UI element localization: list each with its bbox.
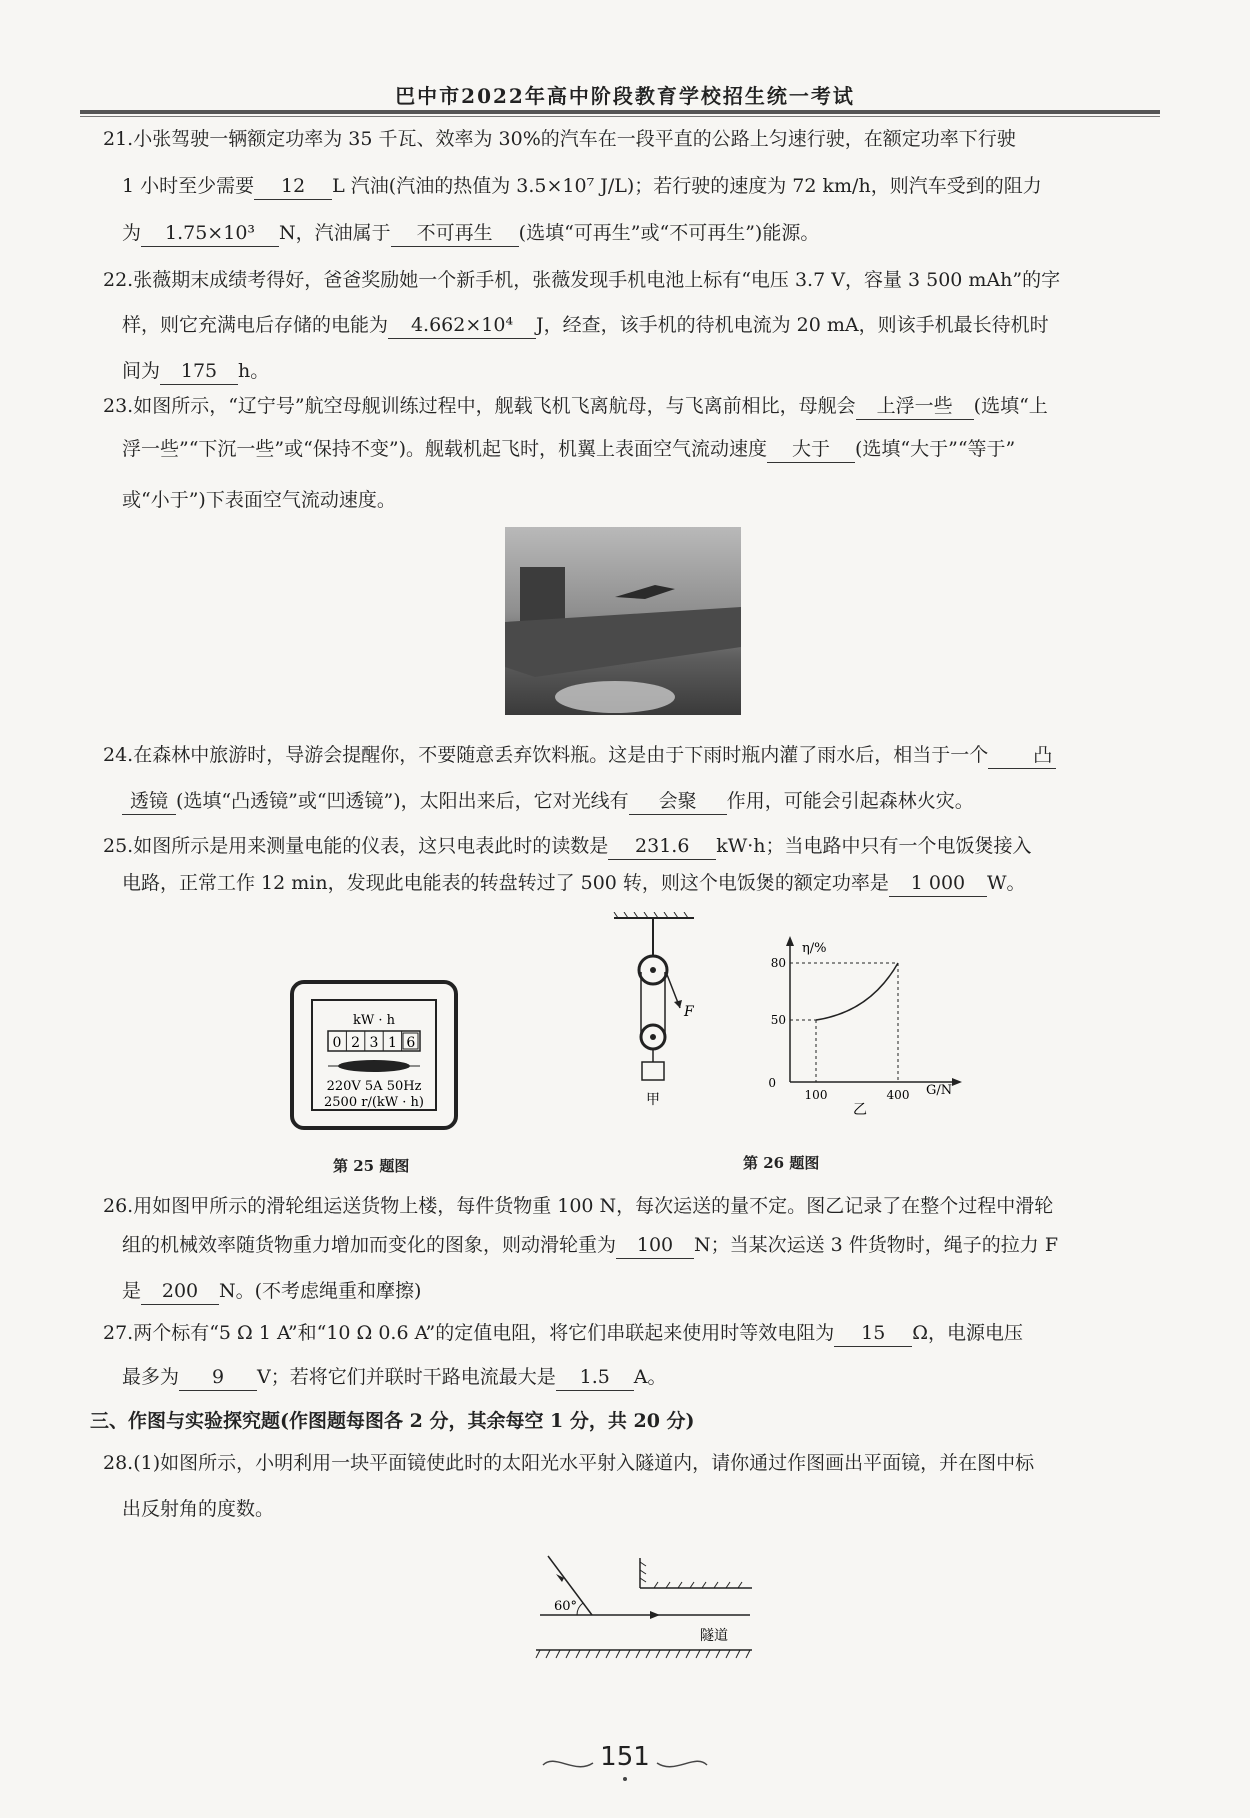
carrier-island <box>520 567 565 622</box>
graph-xlabel: G/N <box>926 1083 953 1098</box>
meter-spec-2: 2500 r/(kW · h) <box>324 1095 424 1110</box>
angle-label: 60° <box>554 1599 578 1614</box>
q27-answer-3[interactable]: 1.5 <box>556 1364 634 1391</box>
q21-answer-1[interactable]: 12 <box>254 173 332 200</box>
q23-answer-2[interactable]: 大于 <box>767 436 855 463</box>
pulley-figure-label: 甲 <box>646 1092 660 1108</box>
cargo-block <box>642 1062 664 1080</box>
q24-answer-2[interactable]: 会聚 <box>629 788 727 815</box>
q21-answer-3[interactable]: 不可再生 <box>391 220 519 247</box>
q24-answer-1b[interactable]: 透镜 <box>122 788 176 815</box>
q24-line2: 透镜 (选填“凸透镜”或“凹透镜”)，太阳出来后，它对光线有 会聚 作用，可能会引起森林火灾。 <box>122 788 974 815</box>
pulley-figure <box>610 912 710 1112</box>
q25-line1: 25.如图所示是用来测量电能的仪表，这只电表此时的读数是 231.6 kW·h；当电路中只有一个电饭煲接入 <box>103 833 1032 860</box>
electricity-meter-figure <box>290 980 460 1130</box>
bow-wave <box>555 681 675 713</box>
meter-digit-1: 0 <box>332 1035 342 1051</box>
efficiency-curve <box>816 963 898 1020</box>
header-rule-thin <box>80 116 1160 117</box>
meter-digit-4: 1 <box>387 1035 397 1051</box>
q22-answer-1[interactable]: 4.662×10⁴ <box>388 312 536 339</box>
q26-answer-2[interactable]: 200 <box>141 1278 219 1305</box>
q22-line1: 22.张薇期末成绩考得好，爸爸奖励她一个新手机，张薇发现手机电池上标有“电压 3.7 V，容量 3 500 mAh”的字 <box>103 269 1061 291</box>
q23-line2: 浮一些”“下沉一些”或“保持不变”)。舰载机起飞时，机翼上表面空气流动速度 大于 (选填“大于”“等于” <box>122 436 1015 463</box>
force-label: F <box>684 1004 694 1020</box>
q25-answer-2[interactable]: 1 000 <box>889 870 987 897</box>
q24-line1: 24.在森林中旅游时，导游会提醒你，不要随意丢弃饮料瓶。这是由于下雨时瓶内灌了雨水后，相当于一个 凸 <box>103 742 1056 769</box>
exam-header: 巴中市2022年高中阶段教育学校招生统一考试 <box>395 84 855 108</box>
tunnel-light-figure <box>530 1550 760 1665</box>
q26-line3: 是 200 N。(不考虑绳重和摩擦) <box>122 1278 421 1305</box>
q28-line1: 28.(1)如图所示，小明利用一块平面镜使此时的太阳光水平射入隧道内，请你通过作图画出平面镜，并在图中标 <box>103 1452 1035 1474</box>
q22-answer-2[interactable]: 175 <box>160 358 238 385</box>
q26-answer-1[interactable]: 100 <box>616 1232 694 1259</box>
graph-ytick-80: 80 <box>770 956 786 970</box>
q22-line3: 间为 175 h。 <box>122 358 269 385</box>
q23-line3: 或“小于”)下表面空气流动速度。 <box>122 489 396 511</box>
graph-ylabel: η/% <box>802 941 827 956</box>
meter-digit-5: 6 <box>406 1035 416 1051</box>
q21-line2: 1 小时至少需要 12 L 汽油(汽油的热值为 3.5×10⁷ J/L)；若行驶的速度为 72 km/h，则汽车受到的阻力 <box>122 173 1042 200</box>
q26-line1: 26.用如图甲所示的滑轮组运送货物上楼，每件货物重 100 N，每次运送的量不定。图乙记录了在整个过程中滑轮 <box>103 1195 1054 1217</box>
q27-answer-1[interactable]: 15 <box>834 1320 912 1347</box>
q27-line2: 最多为 9 V；若将它们并联时干路电流最大是 1.5 A。 <box>122 1364 666 1391</box>
carrier-illustration <box>505 527 741 715</box>
aircraft-carrier-photo <box>505 527 741 715</box>
q21-line1: 21.小张驾驶一辆额定功率为 35 千瓦、效率为 30%的汽车在一段平直的公路上匀速行驶，在额定功率下行驶 <box>103 128 1016 150</box>
graph-figure-label: 乙 <box>853 1102 867 1117</box>
graph-origin: 0 <box>768 1076 776 1090</box>
section-3-heading: 三、作图与实验探究题(作图题每图各 2 分，其余每空 1 分，共 20 分) <box>90 1410 695 1432</box>
q28-line2: 出反射角的度数。 <box>122 1498 275 1520</box>
fig26-caption: 第 26 题图 <box>743 1154 820 1172</box>
page-number: 151 <box>600 1742 650 1772</box>
q21-line3: 为 1.75×10³ N，汽油属于 不可再生 (选填“可再生”或“不可再生”)能源。 <box>122 220 819 247</box>
jet-silhouette <box>615 585 675 599</box>
q25-answer-1[interactable]: 231.6 <box>608 833 716 860</box>
meter-unit: kW · h <box>352 1013 396 1028</box>
q23-line1: 23.如图所示，“辽宁号”航空母舰训练过程中，舰载飞机飞离航母，与飞离前相比，母舰会 上浮一些 (选填“上 <box>103 393 1048 420</box>
q26-line2: 组的机械效率随货物重力增加而变化的图象，则动滑轮重为 100 N；当某次运送 3 件货物时，绳子的拉力 F <box>122 1232 1058 1259</box>
header-rule <box>80 110 1160 114</box>
graph-xtick-100: 100 <box>804 1088 828 1102</box>
q27-answer-2[interactable]: 9 <box>179 1364 257 1391</box>
fig25-caption: 第 25 题图 <box>333 1157 410 1175</box>
meter-spec-1: 220V 5A 50Hz <box>326 1079 422 1094</box>
graph-xtick-400: 400 <box>886 1088 910 1102</box>
q21-answer-2[interactable]: 1.75×10³ <box>141 220 279 247</box>
q25-line2: 电路，正常工作 12 min，发现此电能表的转盘转过了 500 转，则这个电饭煲的额定功率是 1 000 W。 <box>122 870 1025 897</box>
q23-answer-1[interactable]: 上浮一些 <box>856 393 974 420</box>
q22-line2: 样，则它充满电后存储的电能为 4.662×10⁴ J，经查，该手机的待机电流为 20 mA，则该手机最长待机时 <box>122 312 1049 339</box>
meter-digit-3: 3 <box>369 1035 379 1051</box>
q27-line1: 27.两个标有“5 Ω 1 A”和“10 Ω 0.6 A”的定值电阻，将它们串联起来使用时等效电阻为 15 Ω，电源电压 <box>103 1320 1023 1347</box>
efficiency-graph <box>750 932 970 1117</box>
q24-answer-1a[interactable]: 凸 <box>988 742 1056 769</box>
graph-ytick-50: 50 <box>770 1013 786 1027</box>
tunnel-label: 隧道 <box>700 1628 728 1644</box>
meter-digit-2: 2 <box>351 1035 361 1051</box>
